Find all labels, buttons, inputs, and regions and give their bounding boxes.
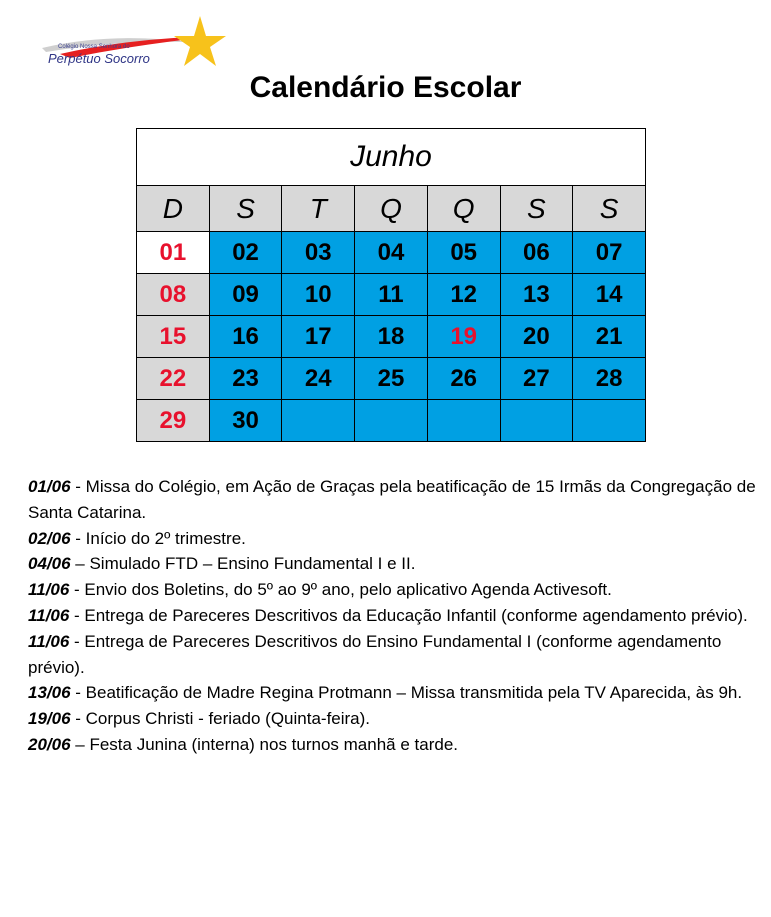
day-cell: 28 xyxy=(573,358,646,400)
event-item xyxy=(28,629,758,681)
weekday-header-row xyxy=(137,186,646,232)
event-separator: – xyxy=(70,734,90,754)
event-text: Beatificação de Madre Regina Protmann – Missa transmitida pela TV Aparecida, às 9h. xyxy=(85,683,743,703)
event-text: Festa Junina (interna) nos turnos manhã e tarde. xyxy=(89,734,458,754)
event-text: Início do 2º trimestre. xyxy=(85,528,246,548)
weekday-header: T xyxy=(282,186,355,232)
weekday-header: S xyxy=(500,186,573,232)
event-separator: - xyxy=(70,477,86,496)
day-cell: 24 xyxy=(282,358,355,400)
event-separator: - xyxy=(70,709,86,729)
event-separator: - xyxy=(69,605,85,625)
event-date: 11/06 xyxy=(28,580,70,600)
empty-day-cell xyxy=(282,400,355,442)
event-text: Missa do Colégio, em Ação de Graças pela beatificação de 15 Irmãs da Congregação de Santa Catarina. xyxy=(28,477,756,522)
day-cell: 12 xyxy=(427,274,500,316)
event-text: Entrega de Pareceres Descritivos da Educação Infantil (conforme agendamento prévio). xyxy=(84,605,748,625)
day-cell: 10 xyxy=(282,274,355,316)
day-cell: 17 xyxy=(282,316,355,358)
calendar-week xyxy=(137,358,646,400)
event-date: 01/06 xyxy=(28,477,71,496)
logo-subtitle: Colégio Nossa Senhora do xyxy=(58,44,130,50)
calendar-month: Junho xyxy=(137,129,646,186)
event-text: Envio dos Boletins, do 5º ao 9º ano, pelo aplicativo Agenda Activesoft. xyxy=(84,580,612,600)
day-cell: 06 xyxy=(500,232,573,274)
event-item xyxy=(28,680,758,706)
day-cell: 04 xyxy=(355,232,428,274)
event-item xyxy=(28,577,758,603)
event-item xyxy=(28,732,758,758)
day-cell: 26 xyxy=(427,358,500,400)
event-separator: - xyxy=(69,580,85,600)
event-separator: - xyxy=(70,528,86,548)
calendar-week xyxy=(137,274,646,316)
event-date: 20/06 xyxy=(28,734,71,754)
day-cell: 11 xyxy=(355,274,428,316)
logo-name: Perpétuo Socorro xyxy=(48,51,150,66)
weekday-header: D xyxy=(137,186,210,232)
event-date: 13/06 xyxy=(28,683,71,703)
day-cell: 05 xyxy=(427,232,500,274)
event-item xyxy=(28,526,758,552)
day-cell: 16 xyxy=(209,316,282,358)
day-cell: 15 xyxy=(137,316,210,358)
weekday-header: S xyxy=(209,186,282,232)
day-cell: 21 xyxy=(573,316,646,358)
empty-day-cell xyxy=(573,400,646,442)
day-cell: 18 xyxy=(355,316,428,358)
event-item xyxy=(28,551,758,577)
event-item xyxy=(28,706,758,732)
calendar-table xyxy=(136,128,646,442)
event-text: Simulado FTD – Ensino Fundamental I e II. xyxy=(89,554,416,574)
day-cell: 14 xyxy=(573,274,646,316)
day-cell: 27 xyxy=(500,358,573,400)
day-cell: 29 xyxy=(137,400,210,442)
day-cell: 22 xyxy=(137,358,210,400)
event-separator: – xyxy=(70,554,90,574)
event-date: 02/06 xyxy=(28,528,71,548)
day-cell: 30 xyxy=(209,400,282,442)
event-text: Entrega de Pareceres Descritivos do Ensino Fundamental I (conforme agendamento prévio). xyxy=(28,631,722,677)
calendar-week xyxy=(137,232,646,274)
day-cell: 25 xyxy=(355,358,428,400)
day-cell: 03 xyxy=(282,232,355,274)
weekday-header: Q xyxy=(355,186,428,232)
day-cell: 20 xyxy=(500,316,573,358)
day-cell: 02 xyxy=(209,232,282,274)
empty-day-cell xyxy=(427,400,500,442)
calendar-week xyxy=(137,400,646,442)
event-text: Corpus Christi - feriado (Quinta-feira). xyxy=(85,709,371,729)
day-cell: 07 xyxy=(573,232,646,274)
day-cell: 08 xyxy=(137,274,210,316)
event-date: 04/06 xyxy=(28,554,71,574)
day-cell: 01 xyxy=(137,232,210,274)
event-separator: - xyxy=(69,631,85,651)
day-cell: 23 xyxy=(209,358,282,400)
event-date: 11/06 xyxy=(28,631,70,651)
weekday-header: S xyxy=(573,186,646,232)
event-date: 19/06 xyxy=(28,709,71,729)
event-separator: - xyxy=(70,683,86,703)
empty-day-cell xyxy=(500,400,573,442)
empty-day-cell xyxy=(355,400,428,442)
day-cell: 13 xyxy=(500,274,573,316)
event-date: 11/06 xyxy=(28,605,70,625)
calendar-week xyxy=(137,316,646,358)
events-list xyxy=(28,474,758,758)
event-item xyxy=(28,603,758,629)
day-cell: 09 xyxy=(209,274,282,316)
weekday-header: Q xyxy=(427,186,500,232)
event-item xyxy=(28,474,758,526)
page-title: Calendário Escolar xyxy=(249,71,522,104)
holiday-day-cell: 19 xyxy=(427,316,500,358)
school-logo xyxy=(40,14,230,74)
